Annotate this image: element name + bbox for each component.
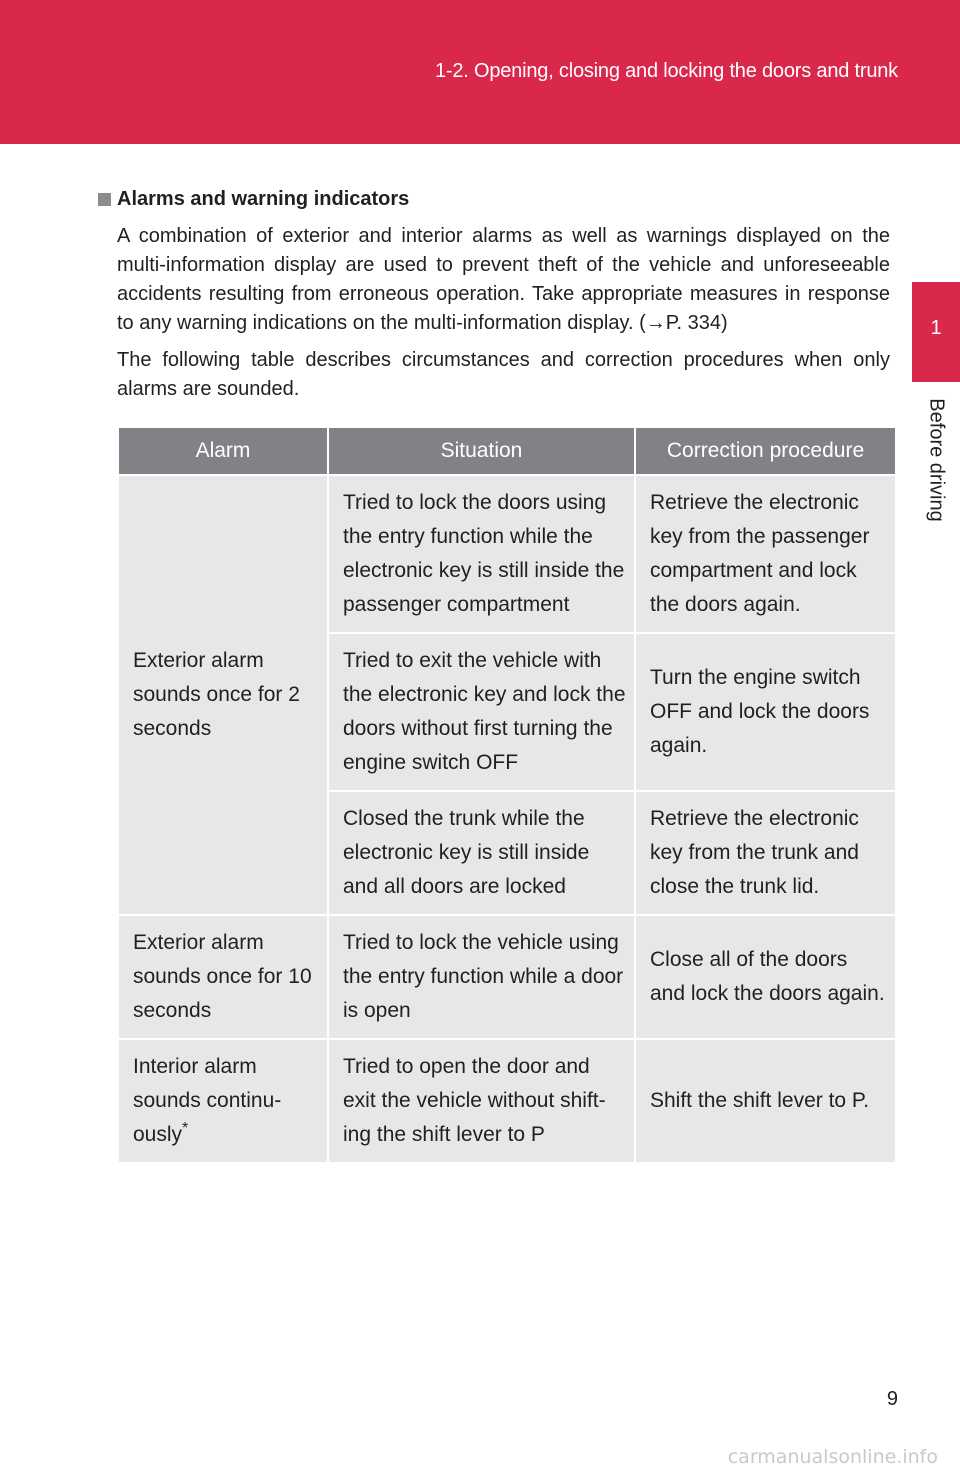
- situation-cell: Tried to lock the doors using the entry function while the electronic key is still inside the passenger compartment: [328, 475, 635, 633]
- header-band: [0, 0, 960, 144]
- table-description-paragraph: The following table describes circumstances and correction procedures when only alarms are sounded.: [117, 349, 890, 400]
- table-row: [119, 1039, 895, 1162]
- table-row: [119, 915, 895, 1039]
- alarm-cell: Exterior alarm sounds once for 2 seconds: [119, 475, 328, 915]
- alarm-cell: [119, 1039, 328, 1162]
- situation-cell: Closed the trunk while the electronic key is still inside and all doors are locked: [328, 791, 635, 915]
- section-heading: [98, 184, 890, 214]
- situation-cell: Tried to exit the vehicle with the electronic key and lock the doors without first turning the engine switch OFF: [328, 633, 635, 791]
- situation-cell: Tried to lock the vehicle using the entry function while a door is open: [328, 915, 635, 1039]
- correction-cell: Retrieve the electronic key from the passenger compartment and lock the doors again.: [635, 475, 895, 633]
- header-title: 1-2. Opening, closing and locking the doors and trunk: [434, 60, 898, 82]
- header-situation: Situation: [328, 428, 635, 475]
- page-number: 9: [886, 1388, 898, 1410]
- situation-cell: Tried to open the door and exit the vehicle without shift-ing the shift lever to P: [328, 1039, 635, 1162]
- correction-cell: Shift the shift lever to P.: [635, 1039, 895, 1162]
- table-row: [119, 475, 895, 633]
- correction-cell: Turn the engine switch OFF and lock the doors again.: [635, 633, 895, 791]
- correction-cell: Retrieve the electronic key from the trunk and close the trunk lid.: [635, 791, 895, 915]
- header-correction: Correction procedure: [635, 428, 895, 475]
- chapter-tab: [912, 282, 960, 382]
- chapter-label: Before driving: [925, 398, 948, 522]
- alarm-cell: Exterior alarm sounds once for 10 seconds: [119, 915, 328, 1039]
- square-bullet-icon: [98, 193, 111, 206]
- alarms-section: [98, 184, 890, 404]
- watermark-text: carmanualsonline.info: [727, 1446, 938, 1468]
- alarm-text: Interior alarm sounds continu-ously: [133, 1055, 282, 1146]
- table-header-row: [119, 428, 895, 475]
- correction-cell: Close all of the doors and lock the doors again.: [635, 915, 895, 1039]
- section-heading-text: Alarms and warning indicators: [117, 188, 410, 210]
- footnote-mark: *: [182, 1120, 189, 1137]
- header-alarm: Alarm: [119, 428, 328, 475]
- intro-paragraph: A combination of exterior and interior alarms as well as warnings displayed on the multi-information display are used to prevent theft of the vehicle and unforeseeable accidents resulting from erroneous operation. Take appropriate measures in response to any warning indications on the multi-information display. (→P. 334): [117, 225, 890, 334]
- chapter-number: 1: [930, 317, 942, 339]
- alarm-table: [119, 428, 895, 1162]
